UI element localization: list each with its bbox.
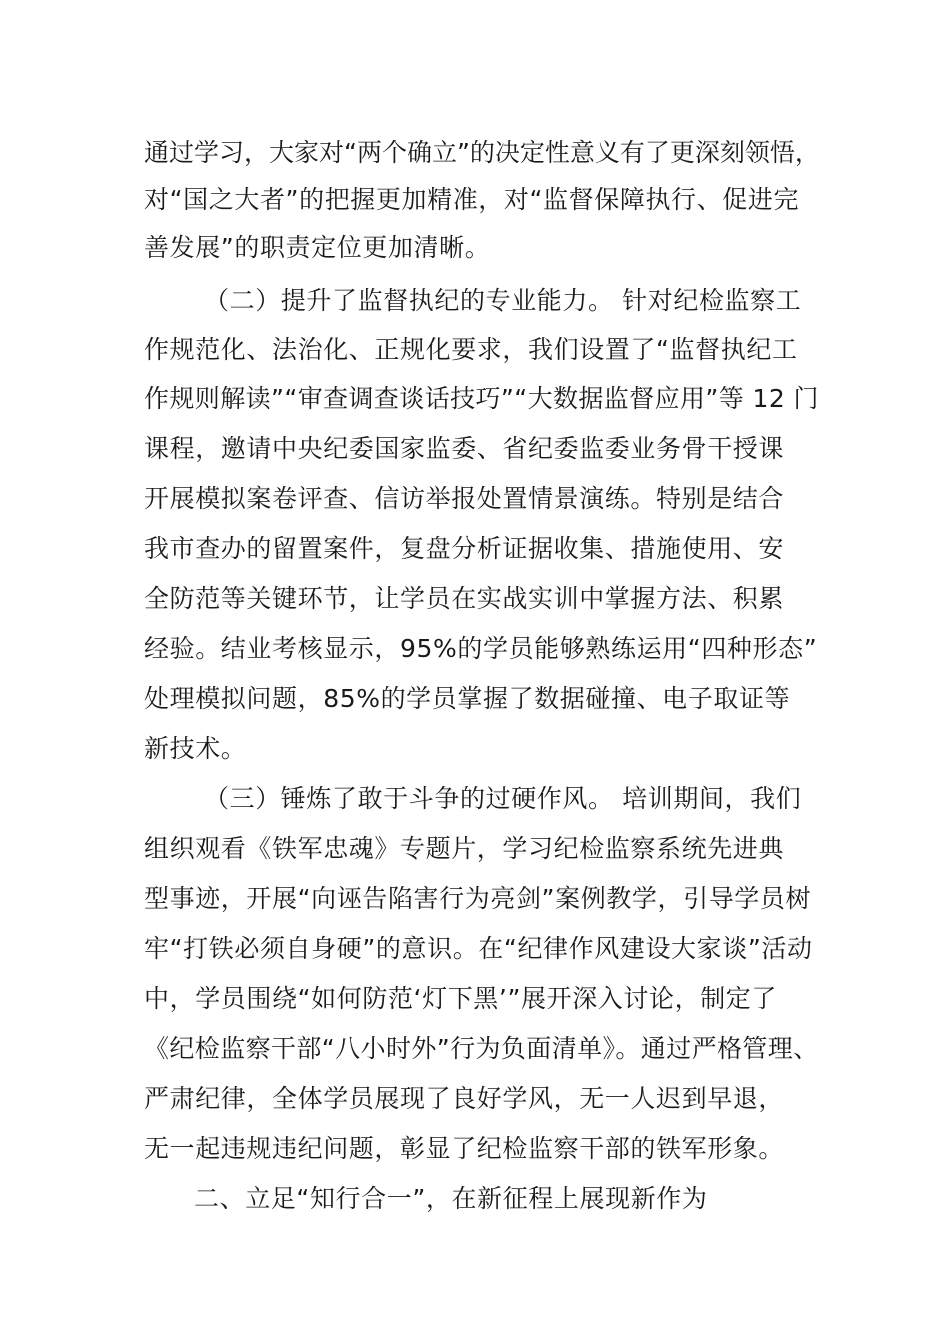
section-heading-2: （二）提升了监督执纪的专业能力。 针对纪检监察工 — [204, 286, 802, 315]
text-line-10: 全防范等关键环节，让学员在实战实训中掌握方法、积累 — [144, 584, 785, 613]
text-line-9: 我市查办的留置案件，复盘分析证据收集、措施使用、安 — [144, 534, 785, 563]
text-line-15: 组织观看《铁军忠魂》专题片，学习纪检监察系统先进典 — [144, 834, 785, 863]
text-line-6: 作规则解读”“审查调查谈话技巧”“大数据监督应用”等 12 门 — [144, 384, 819, 413]
text-line-1: 通过学习，大家对“两个确立”的决定性意义有了更深刻领悟， — [144, 138, 820, 167]
text-line-16: 型事迹，开展“向诬告陷害行为亮剑”案例教学，引导学员树 — [144, 884, 812, 913]
text-line-17: 牢“打铁必须自身硬”的意识。在“纪律作风建设大家谈”活动 — [144, 934, 813, 963]
text-line-21: 无一起违规违纪问题，彰显了纪检监察干部的铁军形象。 — [144, 1134, 785, 1163]
text-line-20: 严肃纪律，全体学员展现了良好学风，无一人迟到早退， — [144, 1084, 785, 1113]
text-line-7: 课程，邀请中央纪委国家监委、省纪委监委业务骨干授课 — [144, 434, 785, 463]
text-line-19: 《纪检监察干部“八小时外”行为负面清单》。通过严格管理、 — [144, 1034, 819, 1063]
section-heading-3: （三）锤炼了敢于斗争的过硬作风。 培训期间，我们 — [204, 784, 802, 813]
text-line-3: 善发展”的职责定位更加清晰。 — [144, 233, 491, 262]
text-line-11: 经验。结业考核显示，95%的学员能够熟练运用“四种形态” — [144, 634, 818, 663]
text-line-13: 新技术。 — [144, 734, 247, 763]
chapter-heading-2: 二、立足“知行合一”，在新征程上展现新作为 — [194, 1184, 708, 1213]
text-line-12: 处理模拟问题，85%的学员掌握了数据碰撞、电子取证等 — [144, 684, 791, 713]
text-line-8: 开展模拟案卷评查、信访举报处置情景演练。特别是结合 — [144, 484, 785, 513]
text-line-2: 对“国之大者”的把握更加精准，对“监督保障执行、促进完 — [144, 185, 800, 214]
text-line-18: 中，学员围绕“如何防范‘灯下黑’”展开深入讨论，制定了 — [144, 984, 777, 1013]
text-line-5: 作规范化、法治化、正规化要求，我们设置了“监督执纪工 — [144, 335, 798, 364]
